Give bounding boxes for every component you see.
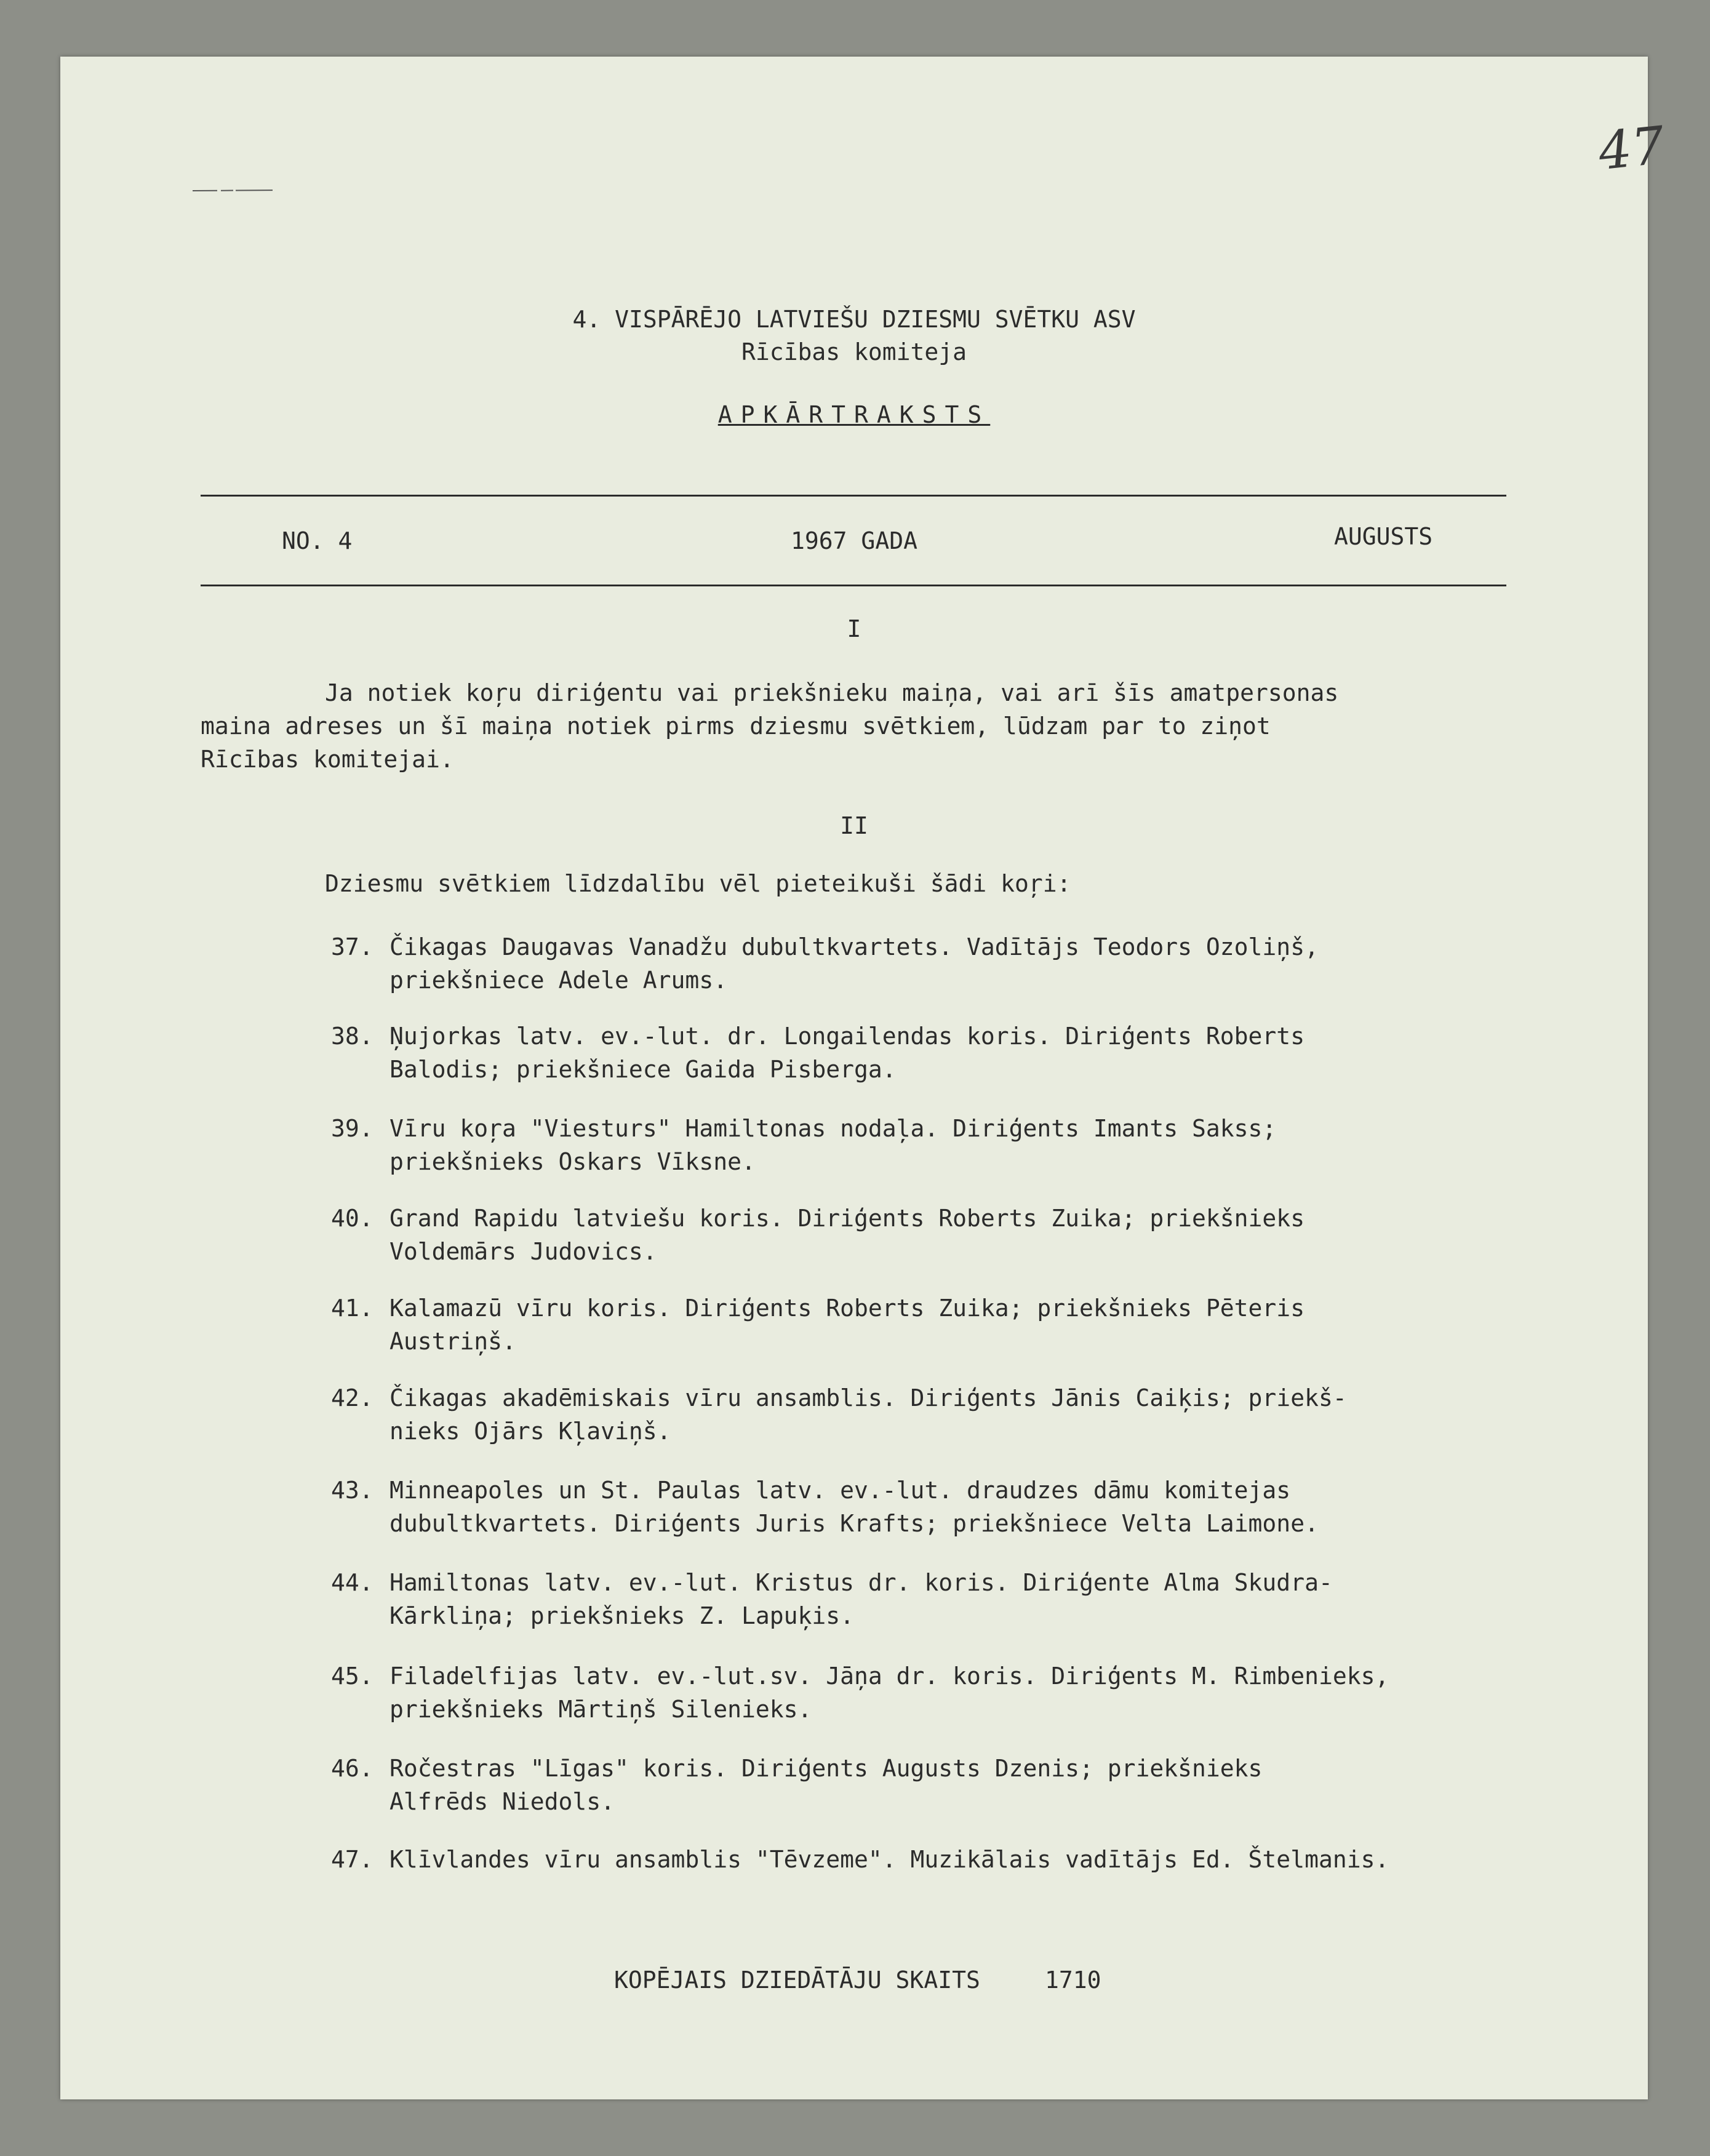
document-title: 4. VISPĀRĒJO LATVIEŠU DZIESMU SVĒTKU ASV bbox=[572, 306, 1136, 333]
choir-line-1: Minneapoles un St. Paulas latv. ev.-lut. draudzes dāmu komitejas bbox=[390, 1477, 1291, 1504]
choir-number: 46. bbox=[331, 1755, 374, 1782]
choir-line-1: Kalamazū vīru koris. Diriģents Roberts Zuika; priekšnieks Pēteris bbox=[390, 1295, 1305, 1322]
paper-sheet bbox=[60, 57, 1668, 2099]
total-singers-label: KOPĒJAIS DZIEDĀTĀJU SKAITS bbox=[614, 1966, 980, 1994]
choir-number: 40. bbox=[331, 1205, 374, 1232]
choir-line-2: priekšnieks Oskars Vīksne. bbox=[390, 1148, 756, 1175]
choir-line-2: Voldemārs Judovics. bbox=[390, 1238, 657, 1265]
choir-line-2: nieks Ojārs Kļaviņš. bbox=[390, 1418, 671, 1445]
section-1-numeral: I bbox=[847, 615, 861, 642]
section-2-numeral: II bbox=[840, 812, 868, 839]
header-rule-bottom bbox=[201, 585, 1506, 586]
choir-number: 44. bbox=[331, 1569, 374, 1596]
choir-number: 41. bbox=[331, 1295, 374, 1322]
total-singers-value: 1710 bbox=[1045, 1966, 1101, 1994]
choir-number: 39. bbox=[331, 1115, 374, 1142]
section-2-intro: Dziesmu svētkiem līdzdalību vēl pieteikuši šādi koŗi: bbox=[325, 870, 1071, 897]
document-type: APKĀRTRAKSTS bbox=[717, 401, 991, 428]
choir-line-1: Vīru koŗa "Viesturs" Hamiltonas nodaļa. Diriģents Imants Sakss; bbox=[390, 1115, 1277, 1142]
choir-line-2: dubultkvartets. Diriģents Juris Krafts; priekšniece Velta Laimone. bbox=[390, 1510, 1319, 1537]
issue-number: NO. 4 bbox=[282, 527, 353, 554]
choir-number: 37. bbox=[331, 933, 374, 960]
choir-line-2: Austriņš. bbox=[390, 1328, 516, 1355]
choir-line-1: Grand Rapidu latviešu koris. Diriģents Roberts Zuika; priekšnieks bbox=[390, 1205, 1305, 1232]
choir-line-1: Ročestras "Līgas" koris. Diriģents Augusts Dzenis; priekšnieks bbox=[390, 1755, 1263, 1782]
page-number: 47 bbox=[1596, 114, 1668, 182]
choir-line-2: priekšniece Adele Arums. bbox=[390, 967, 728, 994]
section-1-line-1: Ja notiek koŗu diriģentu vai priekšnieku maiņa, vai arī šīs amatpersonas bbox=[325, 679, 1339, 706]
choir-line-1: Klīvlandes vīru ansamblis "Tēvzeme". Muzikālais vadītājs Ed. Štelmanis. bbox=[390, 1846, 1389, 1873]
choir-line-2: Kārkliņa; priekšnieks Z. Lapuķis. bbox=[390, 1602, 854, 1629]
choir-line-2: Balodis; priekšniece Gaida Pisberga. bbox=[390, 1056, 897, 1083]
choir-number: 47. bbox=[331, 1846, 374, 1873]
choir-line-1: Filadelfijas latv. ev.-lut.sv. Jāņa dr. koris. Diriģents M. Rimbenieks, bbox=[390, 1663, 1389, 1690]
pencil-mark-icon bbox=[193, 189, 285, 193]
choir-line-1: Čikagas akadēmiskais vīru ansamblis. Diriģents Jānis Caiķis; priekš- bbox=[390, 1384, 1347, 1411]
choir-line-1: Hamiltonas latv. ev.-lut. Kristus dr. koris. Diriģente Alma Skudra- bbox=[390, 1569, 1333, 1596]
choir-line-2: Alfrēds Niedols. bbox=[390, 1788, 615, 1815]
choir-line-1: Ņujorkas latv. ev.-lut. dr. Longailendas koris. Diriģents Roberts bbox=[390, 1023, 1305, 1050]
issue-year: 1967 GADA bbox=[791, 527, 917, 554]
choir-line-2: priekšnieks Mārtiņš Silenieks. bbox=[390, 1696, 812, 1723]
choir-line-1: Čikagas Daugavas Vanadžu dubultkvartets. Vadītājs Teodors Ozoliņš, bbox=[390, 933, 1319, 960]
choir-number: 42. bbox=[331, 1384, 374, 1411]
choir-number: 43. bbox=[331, 1477, 374, 1504]
choir-number: 38. bbox=[331, 1023, 374, 1050]
document-subtitle: Rīcības komiteja bbox=[741, 338, 967, 365]
choir-number: 45. bbox=[331, 1663, 374, 1690]
header-rule-top bbox=[201, 495, 1506, 497]
issue-month: AUGUSTS bbox=[1334, 523, 1433, 550]
section-1-line-2: maina adreses un šī maiņa notiek pirms dziesmu svētkiem, lūdzam par to ziņot bbox=[201, 713, 1271, 740]
section-1-line-3: Rīcības komitejai. bbox=[201, 746, 454, 773]
